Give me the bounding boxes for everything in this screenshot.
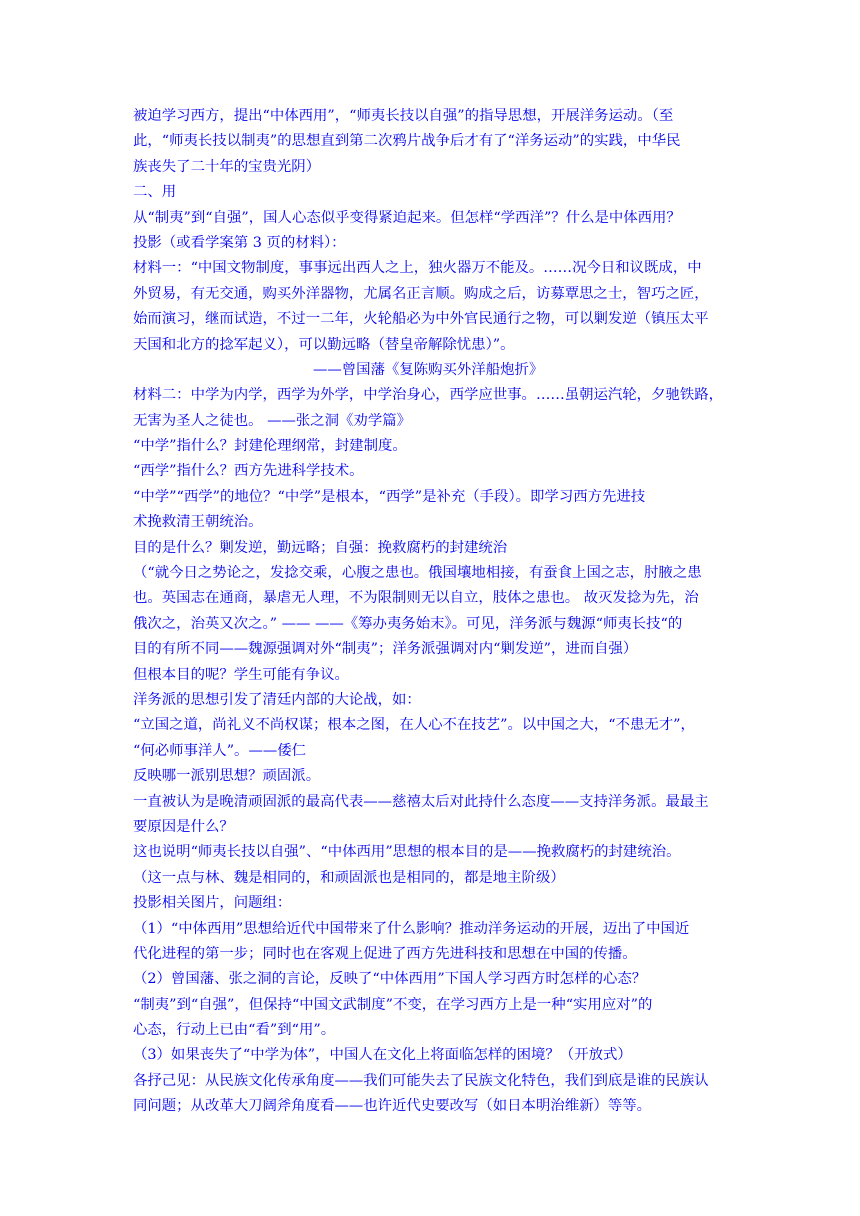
text-line: 目的是什么？剿发逆，勤远略；自强：挽救腐朽的封建统治 (133, 539, 508, 556)
text-line: 代化进程的第一步；同时也在客观上促进了西方先进科技和思想在中国的传播。 (133, 945, 637, 962)
text-line: 要原因是什么？ (133, 818, 234, 835)
text-line: （这一点与林、魏是相同的，和顽固派也是相同的，都是地主阶级） (133, 869, 565, 886)
text-line: 俄次之，治英又次之。” —— ——《筹办夷务始末》。可见，洋务派与魏源“师夷长技“的 (133, 615, 683, 632)
text-line: 也。英国志在通商，暴虐无人理，不为限制则无以自立，肢体之患也。 故灭发捻为先，治 (133, 590, 699, 607)
text-line: 无害为圣人之徒也。 ——张之洞《劝学篇》 (133, 412, 411, 429)
text-line: （“就今日之势论之，发捻交乘，心腹之患也。俄国壤地相接，有蚕食上国之志，肘腋之患 (133, 565, 702, 582)
text-line: 被迫学习西方，提出“中体西用”，“师夷长技以自强”的指导思想，开展洋务运动。（至 (133, 108, 674, 124)
text-line: “制夷”到“自强”，但保持“中国文武制度”不变，在学习西方上是一种“实用应对”的 (133, 996, 653, 1013)
text-line: “立国之道，尚礼义不尚权谋；根本之图，在人心不在技艺”。以中国之大，“不患无才”， (133, 717, 695, 734)
text-line: 目的有所不同——魏源强调对外“制夷”；洋务派强调对内“剿发逆”，进而自强） (133, 641, 638, 658)
text-line: 洋务派的思想引发了清廷内部的大论战，如： (133, 691, 421, 708)
text-line: “中学”指什么？封建伦理纲常，封建制度。 (133, 438, 407, 455)
text-line: 材料二：中学为内学，西学为外学，中学治身心，西学应世事。……虽朝运汽轮，夕驰铁路， (133, 387, 724, 404)
section-heading: 二、用 (133, 184, 177, 201)
text-line: （3）如果丧失了“中学为体”，中国人在文化上将面临怎样的困境？（开放式） (133, 1047, 632, 1064)
text-line: 天国和北方的捻军起义），可以勤远略（替皇帝解除忧患）”。 (133, 336, 515, 353)
text-line: 各抒己见：从民族文化传承角度——我们可能失去了民族文化特色，我们到底是谁的民族认 (133, 1072, 709, 1089)
text-line: 外贸易，有无交通，购买外洋器物，尤属名正言顺。购成之后，访募覃思之士，智巧之匠， (133, 285, 709, 302)
text-line: 材料一：“中国文物制度，事事远出西人之上，独火器万不能及。……况今日和议既成，中 (133, 260, 702, 277)
text-line: 但根本目的呢？学生可能有争议。 (133, 666, 349, 683)
citation-line: ——曾国藩《复陈购买外洋船炮折》 (313, 361, 544, 378)
document-page (133, 104, 730, 1120)
text-line: （2）曾国藩、张之洞的言论，反映了“中体西用”下国人学习西方时怎样的心态？ (133, 971, 647, 988)
text-line: 同问题；从改革大刀阔斧角度看——也许近代史要改写（如日本明治维新）等等。 (133, 1098, 652, 1115)
text-line: 此，“师夷长技以制夷”的思想直到第二次鸦片战争后才有了“洋务运动”的实践，中华民 (133, 133, 681, 150)
text-line: 这也说明“师夷长技以自强”、“中体西用”思想的根本目的是——挽救腐朽的封建统治。 (133, 844, 681, 861)
text-line: “西学”指什么？西方先进科学技术。 (133, 463, 364, 480)
text-line: 心态，行动上已由“看”到“用”。 (133, 1022, 336, 1039)
text-line: 始而演习，继而试造，不过一二年，火轮船必为中外官民通行之物，可以剿发逆（镇压太平 (133, 311, 709, 328)
text-line: 投影（或看学案第 3 页的材料）： (133, 234, 346, 251)
text-line: 族丧失了二十年的宝贵光阴） (133, 158, 321, 175)
text-line: “何必师事洋人”。——倭仁 (133, 742, 307, 759)
text-line: 投影相关图片，问题组： (133, 895, 292, 912)
text-line: （1）“中体西用”思想给近代中国带来了什么影响？推动洋务运动的开展，迈出了中国近 (133, 920, 690, 937)
text-line: 从“制夷”到“自强”，国人心态似乎变得紧迫起来。但怎样“学西洋”？什么是中体西用？ (133, 209, 681, 226)
text-line: 术挽救清王朝统治。 (133, 514, 263, 531)
text-line: “中学”“西学”的地位？“中学”是根本，“西学”是补充（手段）。即学习西方先进技 (133, 488, 646, 505)
text-line: 反映哪一派别思想？顽固派。 (133, 768, 321, 785)
text-line: 一直被认为是晚清顽固派的最高代表——慈禧太后对此持什么态度——支持洋务派。最最主 (133, 793, 709, 810)
